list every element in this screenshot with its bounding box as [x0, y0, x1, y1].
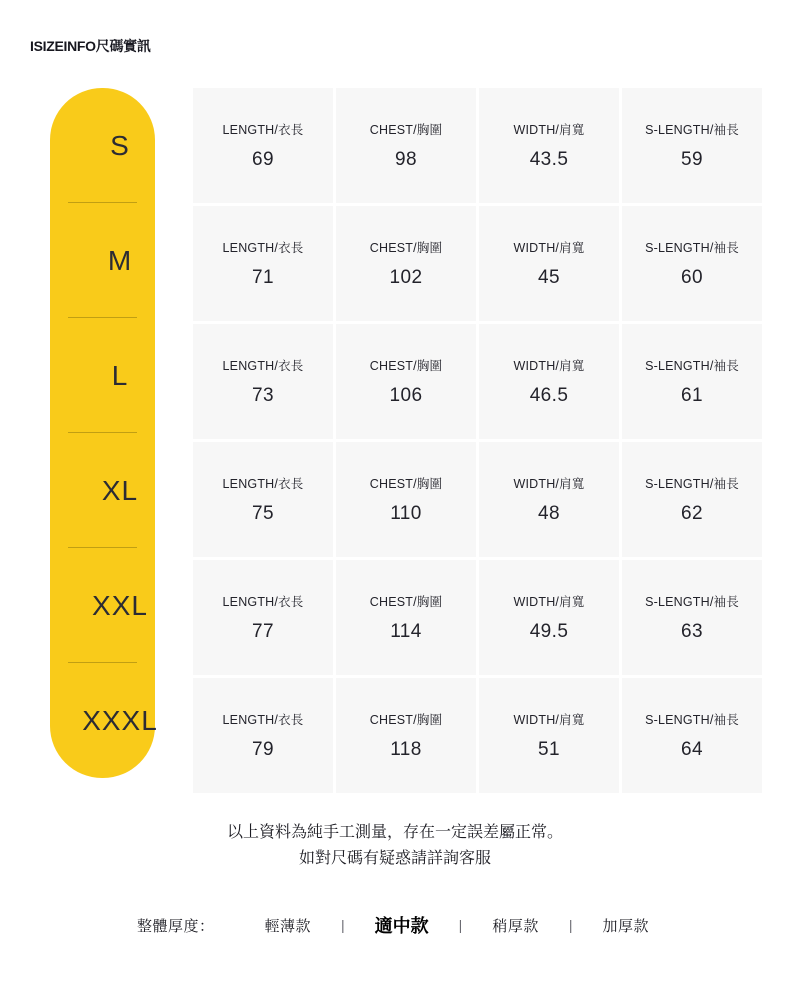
measure-value: 45 — [538, 266, 560, 288]
measure-value: 59 — [681, 148, 703, 170]
measure-label: S-LENGTH/袖長 — [645, 240, 739, 255]
measure-value: 106 — [389, 384, 423, 406]
note-line-1: 以上資料為純手工測量，存在一定誤差屬正常。 — [226, 824, 563, 841]
measure-cell — [622, 206, 762, 324]
measure-value: 73 — [252, 384, 274, 406]
measure-label: S-LENGTH/袖長 — [645, 712, 739, 727]
measure-value: 118 — [390, 738, 422, 760]
page-title: ISIZEINFO尺碼實訊 — [30, 38, 151, 54]
measure-cell — [336, 442, 479, 560]
measure-cell — [622, 88, 762, 206]
measure-cell — [336, 560, 479, 678]
thickness-option-medium[interactable]: 適中款 — [374, 916, 429, 936]
measure-label: CHEST/胸圍 — [369, 594, 443, 609]
measure-cell — [479, 442, 622, 560]
thickness-option-slightly-thick[interactable]: 稍厚款 — [492, 917, 539, 935]
measure-cell — [193, 560, 336, 678]
measurement-notes — [0, 820, 790, 873]
measure-label: WIDTH/肩寬 — [513, 476, 585, 491]
size-label: XXXL — [82, 704, 158, 736]
measure-cell — [622, 560, 762, 678]
measure-value: 63 — [681, 620, 703, 642]
size-label: L — [50, 318, 190, 433]
measure-label: S-LENGTH/袖長 — [645, 122, 739, 137]
size-label: M — [50, 203, 190, 318]
measure-value: 79 — [252, 738, 274, 760]
measure-value: 51 — [538, 738, 560, 760]
thickness-separator: | — [568, 917, 573, 933]
measure-value: 71 — [252, 266, 274, 288]
measure-label: LENGTH/衣長 — [222, 476, 304, 491]
measure-value: 69 — [252, 148, 274, 170]
measure-cell — [622, 678, 762, 793]
thickness-option-thick[interactable]: 加厚款 — [602, 917, 649, 935]
measure-label: S-LENGTH/袖長 — [645, 476, 739, 491]
measure-value: 77 — [252, 620, 274, 642]
measure-cell — [336, 324, 479, 442]
measure-label: WIDTH/肩寬 — [513, 240, 585, 255]
measure-value: 46.5 — [529, 384, 569, 406]
measure-cell — [622, 442, 762, 560]
measure-value: 98 — [395, 148, 417, 170]
measure-value: 62 — [681, 502, 703, 524]
measure-cell — [622, 324, 762, 442]
measure-label: S-LENGTH/袖長 — [645, 358, 739, 373]
measure-cell — [479, 678, 622, 793]
thickness-separator: | — [458, 917, 463, 933]
measure-value: 61 — [681, 384, 703, 406]
size-label-column — [50, 88, 190, 778]
measure-cell — [336, 206, 479, 324]
measure-value: 114 — [390, 620, 422, 642]
measure-label: CHEST/胸圍 — [369, 358, 443, 373]
measure-label: LENGTH/衣長 — [222, 594, 304, 609]
measure-label: LENGTH/衣長 — [222, 122, 304, 137]
measure-cell — [479, 206, 622, 324]
measure-cell — [193, 442, 336, 560]
measure-cell — [479, 324, 622, 442]
measure-label: WIDTH/肩寬 — [513, 594, 585, 609]
measure-cell — [193, 206, 336, 324]
measure-cell — [193, 88, 336, 206]
measure-label: WIDTH/肩寬 — [513, 358, 585, 373]
measure-label: LENGTH/衣長 — [222, 712, 304, 727]
measure-label: CHEST/胸圍 — [369, 122, 443, 137]
thickness-title: 整體厚度： — [137, 917, 215, 935]
measure-cell — [336, 88, 479, 206]
measure-value: 64 — [681, 738, 703, 760]
size-label: XXL — [50, 548, 190, 663]
measure-label: WIDTH/肩寬 — [513, 122, 585, 137]
measure-label: CHEST/胸圍 — [369, 240, 443, 255]
measure-value: 49.5 — [529, 620, 569, 642]
measure-cell — [336, 678, 479, 793]
measure-value: 60 — [681, 266, 703, 288]
measure-value: 102 — [389, 266, 423, 288]
measure-cell — [479, 560, 622, 678]
measure-cell — [479, 88, 622, 206]
measure-label: LENGTH/衣長 — [222, 358, 304, 373]
size-label: S — [50, 88, 190, 203]
measure-cell — [193, 324, 336, 442]
measure-cell — [193, 678, 336, 793]
thickness-row — [0, 912, 790, 938]
note-line-2: 如對尺碼有疑惑請詳詢客服 — [298, 850, 491, 868]
thickness-option-light[interactable]: 輕薄款 — [264, 917, 312, 935]
size-chart — [50, 88, 750, 778]
measure-label: CHEST/胸圍 — [369, 476, 443, 491]
measure-label: WIDTH/肩寬 — [513, 712, 585, 727]
measure-label: S-LENGTH/袖長 — [645, 594, 739, 609]
thickness-separator: | — [341, 917, 345, 933]
measure-value: 110 — [390, 502, 422, 524]
measure-label: LENGTH/衣長 — [222, 240, 304, 255]
measure-label: CHEST/胸圍 — [369, 712, 443, 727]
measure-value: 48 — [538, 502, 560, 524]
measure-value: 43.5 — [529, 148, 569, 170]
size-label: XL — [50, 433, 190, 548]
measure-value: 75 — [252, 502, 274, 524]
